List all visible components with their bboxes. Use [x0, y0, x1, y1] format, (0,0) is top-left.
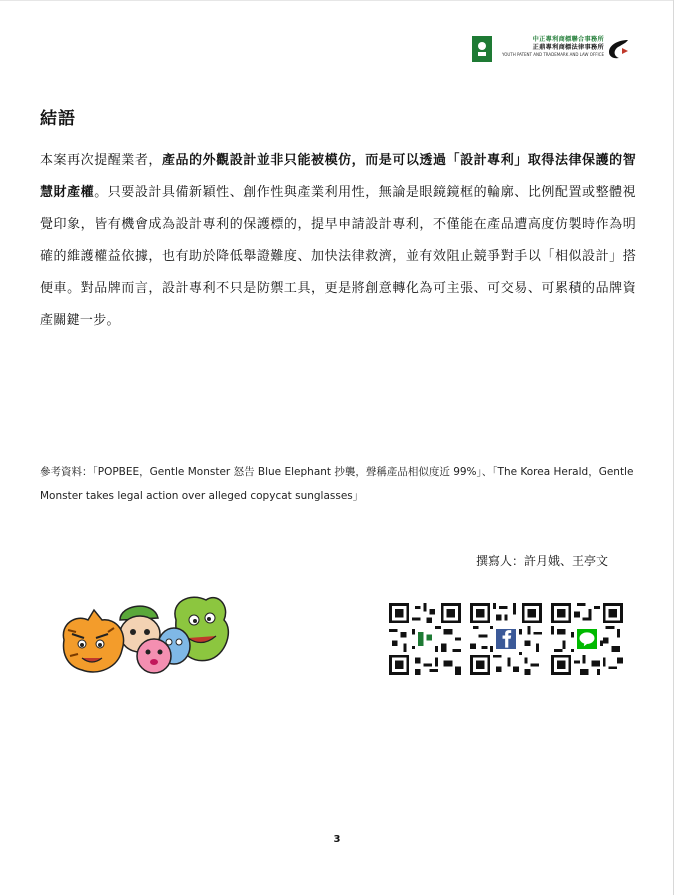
reference-note: 參考資料：「POPBEE，Gentle Monster 怒告 Blue Elephant 抄襲，聲稱產品相似度近 99%」、「The Korea Herald，Gentle Monster takes legal action over alleged copycat sunglasses」 [40, 466, 634, 502]
qr-code-facebook[interactable] [470, 603, 542, 675]
page-top-border [0, 0, 674, 1]
firm-emblem-icon [606, 37, 630, 61]
company-logo-icon [418, 632, 424, 646]
qr-code-line[interactable] [551, 603, 623, 675]
firm-logo-icon [472, 36, 492, 62]
qr-code-company[interactable] [389, 603, 461, 675]
firm-name-1: 中正專利商標聯合事務所 [532, 36, 604, 43]
paragraph-lead: 本案再次提醒業者， [40, 153, 162, 168]
firm-name-en: YOUTH PATENT AND TRADEMARK AND LAW OFFICE [501, 52, 604, 57]
section-title: 結語 [40, 109, 76, 129]
firm-logo[interactable] [472, 36, 632, 62]
firm-name-2: 正鼎專利商標法律事務所 [532, 44, 604, 51]
paragraph-emphasis: 產品的外觀設計並非只能被模仿，而是可以透過「設計專利」取得法律保護的智慧財產權 [40, 153, 636, 200]
conclusion-paragraph [40, 145, 636, 337]
page-number: 3 [333, 834, 341, 845]
mascot-illustration [58, 590, 238, 680]
paragraph-rest: 。只要設計具備新穎性、創作性與產業利用性，無論是眼鏡鏡框的輪廓、比例配置或整體視覺印象，皆有機會成為設計專利的保護標的，提早申請設計專利，不僅能在產品遭高度仿製時作為明確的維護權益依據，也有助於降低舉證難度、加快法律救濟，並有效阻止競爭對手以「相似設計」搭便車。對品牌而言，設計專利不只是防禦工具，更是將創意轉化為可主張、可交易、可累積的品牌資產關鍵一步。 [40, 185, 636, 328]
author-line: 撰寫人：許月娥、王亭文 [476, 554, 609, 568]
